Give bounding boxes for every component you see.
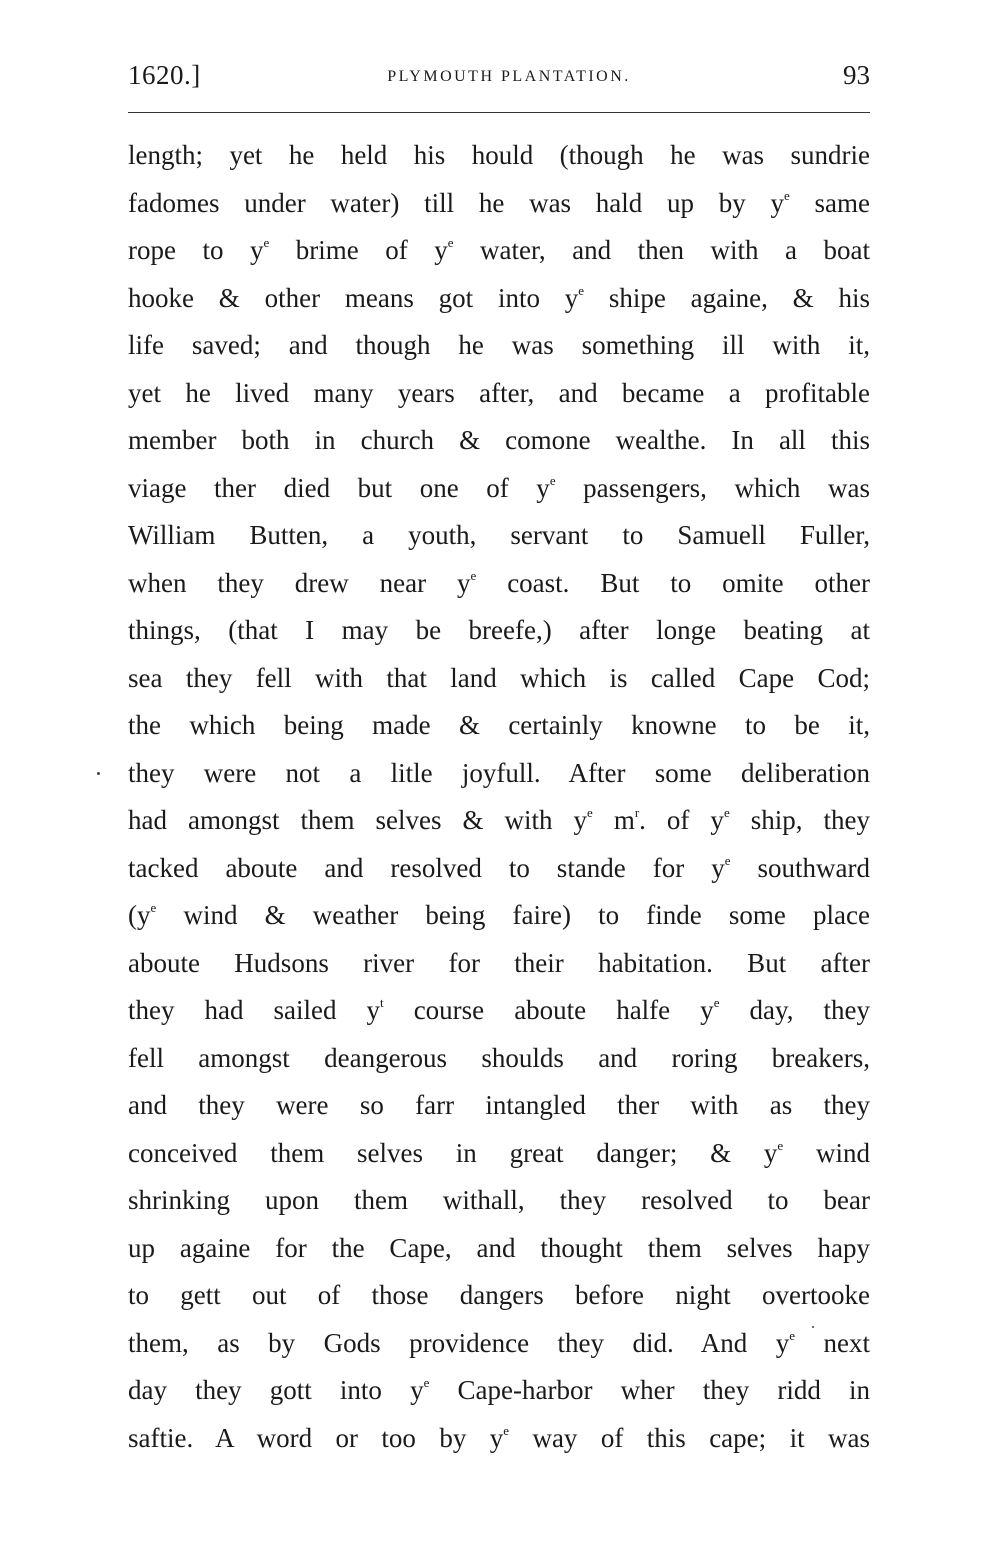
- text-line-1: length; yet he held his hould (though he was sundrie: [128, 140, 870, 170]
- text-line-21: and they were so farr intangled ther with as they: [128, 1090, 870, 1120]
- text-line-9: William Butten, a youth, servant to Samuell Fuller,: [128, 520, 870, 550]
- text-line-27: day they gott into $y^e$ Cape-harbor wher they ridd in: [128, 1375, 870, 1405]
- text-line-11: things, (that I may be breefe,) after longe beating at: [128, 615, 870, 645]
- header-title: PLYMOUTH PLANTATION.: [387, 68, 631, 85]
- text-line-24: up againe for the Cape, and thought them selves hapy: [128, 1232, 870, 1263]
- text-line-15: had amongst them selves & with $y^e$ $m^r$. of $y^e$ ship, they: [128, 805, 870, 835]
- body-text: [128, 132, 870, 1462]
- text-line-2: fadomes under water) till he was hald up by $y^e$ same: [128, 187, 870, 218]
- text-line-14: they were not a litle joyfull. After some deliberation: [128, 757, 870, 788]
- text-line-22: conceived them selves in great danger; & $y^e$ wind: [128, 1137, 870, 1168]
- text-line-5: life saved; and though he was something ill with it,: [128, 330, 870, 360]
- text-line-6: yet he lived many years after, and became a profitable: [128, 377, 870, 408]
- text-line-13: the which being made & certainly knowne to be it,: [128, 710, 870, 740]
- text-line-20: fell amongst deangerous shoulds and roring breakers,: [128, 1042, 870, 1073]
- text-line-25: to gett out of those dangers before night overtooke: [128, 1280, 870, 1310]
- text-line-19: they had sailed $y^t$ course aboute halfe $y^e$ day, they: [128, 995, 870, 1025]
- text-line-16: tacked aboute and resolved to stande for $y^e$ southward: [128, 852, 870, 883]
- header-year: 1620.]: [128, 60, 201, 90]
- text-line-26: them, as by Gods providence they did. And $y^e$ next: [128, 1327, 870, 1358]
- text-line-28: saftie. A word or too by $y^e$ way of this cape; it was: [128, 1422, 870, 1453]
- text-line-17: ($y^e$ wind & weather being faire) to finde some place: [128, 900, 870, 930]
- text-line-4: hooke & other means got into $y^e$ shipe againe, & his: [128, 282, 870, 313]
- running-header: [128, 60, 870, 100]
- page-number: 93: [843, 60, 870, 90]
- text-line-23: shrinking upon them withall, they resolved to bear: [128, 1185, 870, 1215]
- text-line-7: member both in church & comone wealthe. In all this: [128, 425, 870, 455]
- text-line-12: sea they fell with that land which is called Cape Cod;: [128, 662, 870, 693]
- text-line-18: aboute Hudsons river for their habitation. But after: [128, 947, 870, 978]
- header-rule: [128, 112, 870, 113]
- text-line-10: when they drew near $y^e$ coast. But to omite other: [128, 567, 870, 598]
- text-line-3: rope to $y^e$ brime of $y^e$ water, and then with a boat: [128, 235, 870, 265]
- ink-speck: [812, 1326, 814, 1328]
- margin-speck: [97, 772, 100, 775]
- text-line-8: viage ther died but one of $y^e$ passengers, which was: [128, 472, 870, 503]
